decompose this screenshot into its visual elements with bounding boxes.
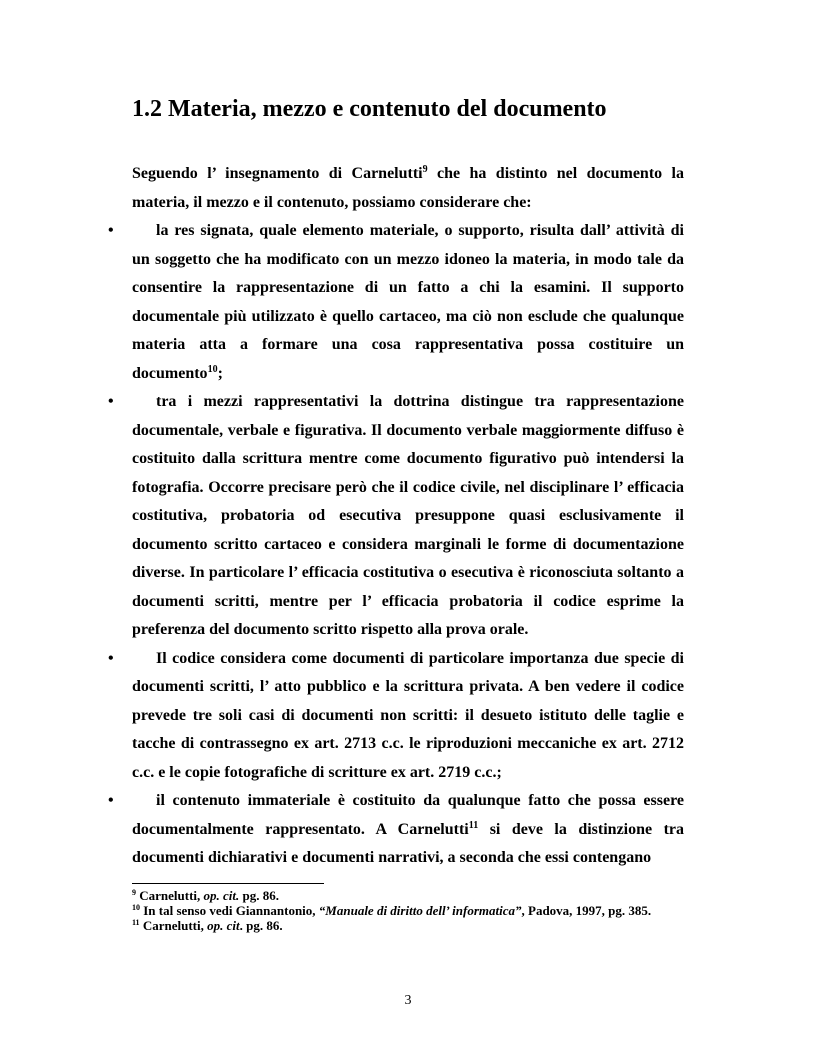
bullet-item-res-signata	[108, 217, 684, 388]
footnote-mark: 11	[132, 918, 140, 927]
footnote-ref[interactable]: 9	[422, 164, 428, 175]
bullet-text: tra i mezzi rappresentativi la dottrina distingue tra rappresentazione documentale, verbale e figurativa. Il documento verbale maggiormente diffuso è costituito dalla scrittura mentre come documento figurativo può intendersi la fotografia. Occorre precisare però che il codice civile, nel disciplinare l’ efficacia costitutiva, probatoria od esecutiva presuppone quasi esclusivamente il documento scritto cartaceo e considera marginali le forme di documentazione diverse. In particolare l’ efficacia costitutiva o esecutiva è riconosciuta soltanto a documenti scritti, mentre per l’ efficacia probatoria il codice esprime la preferenza del documento scritto rispetto alla prova orale.	[132, 393, 684, 638]
bullet-icon: •	[108, 792, 114, 809]
footnote-citation: “Manuale di diritto dell’ informatica”	[318, 903, 522, 918]
page-number: 3	[404, 993, 412, 1008]
footnote-ref[interactable]: 11	[468, 819, 479, 831]
intro-text-end: che ha distinto nel documento la materia, il mezzo e il contenuto, possiamo considerare che:	[132, 165, 684, 211]
intro-text-start: Seguendo l’ insegnamento di Carnelutti	[132, 165, 423, 182]
footnote-mark: 9	[132, 888, 136, 897]
footnote-item	[132, 888, 732, 903]
footnote-ref[interactable]: 10	[207, 363, 218, 375]
bullet-icon: •	[108, 393, 114, 410]
footnote-item	[132, 903, 732, 918]
bullet-item-mezzi	[108, 388, 684, 645]
bullet-item-codice	[108, 645, 684, 788]
bullet-text-end: ;	[217, 364, 223, 382]
bullet-icon: •	[108, 649, 114, 667]
footnote-text: Carnelutti,	[136, 888, 204, 903]
bullet-text-start: la res signata, quale elemento materiale, o supporto, risulta dall’ attività di un soggetto che ha modificato con un mezzo idoneo la materia, in modo tale da consentire la rappresentazione di un fatto a chi la esamini. Il supporto documentale più utilizzato è quello cartaceo, ma ciò non esclude che qualunque materia atta a formare una cosa rappresentativa possa costituire un documento	[132, 222, 684, 382]
footnote-separator	[132, 883, 324, 884]
bullet-text-start: il contenuto immateriale è costituito da qualunque fatto che possa essere documentalmente rappresentato. A Carnelutti	[132, 792, 684, 838]
footnote-item	[132, 918, 732, 933]
footnote-text: . pg. 86.	[239, 918, 283, 933]
bullet-item-contenuto	[108, 787, 685, 873]
footnote-text: Carnelutti,	[139, 918, 208, 933]
footnote-text: In tal senso vedi Giannantonio,	[140, 903, 319, 918]
footnote-citation: op. cit.	[203, 888, 240, 903]
section-heading: 1.2 Materia, mezzo e contenuto del documento	[132, 96, 607, 122]
intro-paragraph	[132, 160, 684, 217]
footnotes	[132, 888, 732, 933]
footnote-text: pg. 86.	[239, 888, 280, 903]
footnote-mark: 10	[132, 903, 140, 912]
bullet-text-end: si deve la distinzione tra documenti dichiarativi e documenti narrativi, a seconda che essi contengano	[132, 820, 685, 866]
bullet-text: Il codice considera come documenti di particolare importanza due specie di documenti scritti, l’ atto pubblico e la scrittura privata. A ben vedere il codice prevede tre soli casi di documenti non scritti: il desueto istituto delle taglie e tacche di contrassegno ex art. 2713 c.c. le riproduzioni meccaniche ex art. 2712 c.c. e le copie fotografiche di scritture ex art. 2719 c.c.;	[132, 649, 684, 781]
bullet-icon: •	[108, 222, 114, 239]
footnote-citation: op. cit	[207, 918, 240, 933]
footnote-text: , Padova, 1997, pg. 385.	[521, 903, 652, 918]
bullet-list	[0, 217, 816, 873]
